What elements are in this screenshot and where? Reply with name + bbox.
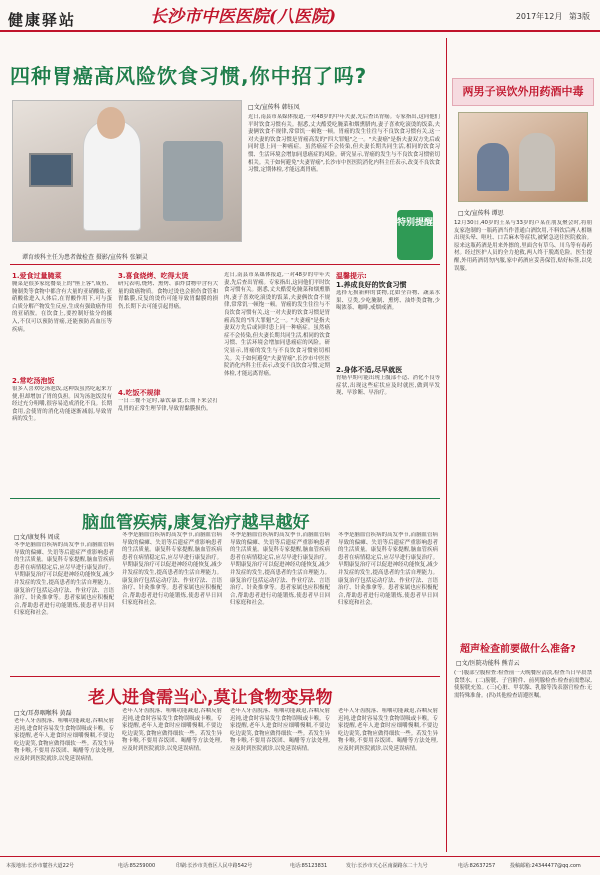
article3-col4: 老年人牙齿脱落、咀嚼功能减退,吞咽反射迟钝,进食时容易发生食物误吸或卡喉。专家提醒,老年人进食时应细嚼慢咽,不要边吃边说笑,食物应做得细软一些。若发生异物卡喉,不要用吞饭团、喝醋等方法处理,应及时到医院就诊,以免延误病情。	[338, 708, 438, 752]
side-divider	[446, 38, 447, 852]
tips-1-text: 选择无损新鲜的食物,比如全谷物、蔬菜水果、豆类,少吃腌制、熏烤、油炸类食物,少喝浓茶、咖啡,戒烟戒酒。	[336, 290, 440, 312]
article1-col1	[12, 272, 112, 470]
article3-col2: 老年人牙齿脱落、咀嚼功能减退,吞咽反射迟钝,进食时容易发生食物误吸或卡喉。专家提醒,老年人进食时应细嚼慢咽,不要边吃边说笑,食物应做得细软一些。若发生异物卡喉,不要用吞饭团、喝醋等方法处理,应及时到医院就诊,以免延误病情。	[122, 708, 222, 752]
article1-title: 四种胃癌高风险饮食习惯,你中招了吗?	[10, 64, 368, 88]
special-reminder-badge: 特别提醒	[397, 210, 433, 260]
footer-address: 本报地址:长沙市麓谷大道22号	[6, 863, 75, 869]
article1-intro: 近日,南县市某媒体报道,一对48岁的中年夫妻,先后查出胃癌。专家指出,这同他们平时饮食习惯有关。据悉,丈夫酷爱吃腌菜和烟熏腊肉,妻子喜欢吃滚烫的饭菜,夫妻俩饮食不规律,常常饥一顿饱一顿。胃癌的发生往往与不良饮食习惯有关,这一对夫妻的饮食习惯是胃癌高发的"四大罪魁"之一。"夫妻癌"是指夫妻双方先后或同时患上同一种癌症。虽然癌症不会传染,但夫妻长期共同生活,相同的饮食习惯、生活环境会增加同患癌症的风险。研究显示,胃癌的发生与不良饮食习惯密切相关。关于如何避免"夫妻胃癌",长沙市中医医院消化内科主任表示,改变不良饮食习惯,定期体检,才能远离胃癌。	[248, 114, 440, 174]
side2-text: (一)腹部空腹检查:检查前一天晚餐应清淡,检查当日早晨禁食禁水。(二)膀胱、子宫附件、前列腺检查:检查前需憋尿,使膀胱充盈。(三)心脏、甲状腺、乳腺等浅表器官检查:无需特殊准备。(四)其他检查请遵医嘱。	[454, 670, 592, 699]
article2-byline: □文/康复科 周成	[14, 534, 60, 541]
side1-byline: □文/宣传科 谭思	[458, 210, 504, 217]
article2-col4: 冬季是脑血管疾病的高发季节,而脑血管病导致的偏瘫、失语等后遗症严重影响患者的生活质量。康复科专家提醒,脑血管疾病患者在病情稳定后,应尽早进行康复治疗。早期康复治疗可以促进神经功能恢复,减少并发症的发生,提高患者的生活自理能力。康复治疗包括运动疗法、作业疗法、言语治疗、针灸推拿等。患者家属也应积极配合,帮助患者进行功能锻炼,使患者早日回归家庭和社会。	[338, 532, 438, 607]
s1-title: 1.爱食过量腌菜	[12, 272, 62, 280]
page-number: 第3版	[568, 12, 590, 21]
side1-photo	[458, 112, 588, 202]
s2-title: 2.常吃汤泡饭	[12, 377, 55, 385]
article3-col3: 老年人牙齿脱落、咀嚼功能减退,吞咽反射迟钝,进食时容易发生食物误吸或卡喉。专家提醒,老年人进食时应细嚼慢咽,不要边吃边说笑,食物应做得细软一些。若发生异物卡喉,不要用吞饭团、喝醋等方法处理,应及时到医院就诊,以免延误病情。	[230, 708, 330, 752]
article2-col2: 冬季是脑血管疾病的高发季节,而脑血管病导致的偏瘫、失语等后遗症严重影响患者的生活质量。康复科专家提醒,脑血管疾病患者在病情稳定后,应尽早进行康复治疗。早期康复治疗可以促进神经功能恢复,减少并发症的发生,提高患者的生活自理能力。康复治疗包括运动疗法、作业疗法、言语治疗、针灸推拿等。患者家属也应积极配合,帮助患者进行功能锻炼,使患者早日回归家庭和社会。	[122, 532, 222, 607]
article1-col3	[224, 272, 330, 472]
header-rule	[0, 30, 600, 32]
newspaper-logo: 长沙市中医医院(八医院)	[150, 7, 337, 27]
article3-byline: □文/耳鼻咽喉科 黄磊	[14, 710, 72, 717]
article1-tips	[336, 272, 440, 451]
article1-col3-text: 近日,南县市某媒体报道,一对48岁的中年夫妻,先后查出胃癌。专家指出,这同他们平时饮食习惯有关。据悉,丈夫酷爱吃腌菜和烟熏腊肉,妻子喜欢吃滚烫的饭菜,夫妻俩饮食不规律,常常饥一顿饱一顿。胃癌的发生往往与不良饮食习惯有关,这一对夫妻的饮食习惯是胃癌高发的"四大罪魁"之一。"夫妻癌"是指夫妻双方先后或同时患上同一种癌症。虽然癌症不会传染,但夫妻长期共同生活,相同的饮食习惯、生活环境会增加同患癌症的风险。研究显示,胃癌的发生与不良饮食习惯密切相关。关于如何避免"夫妻胃癌",长沙市中医医院消化内科主任表示,改变不良饮食习惯,定期体检,才能远离胃癌。	[224, 272, 330, 377]
footer-tel2: 电话:85123831	[290, 863, 328, 869]
article1-byline: □文/宣传科 韩钰凤	[248, 104, 300, 111]
footer-print: 印刷:长沙市芙蓉区人民中路542号	[176, 863, 253, 869]
s3-text: 研究表明,烧烤、熏烤、油炸食物中含有大量的致癌物质。食物过烫也会损伤食管和胃黏膜,反复的烫伤可能导致胃黏膜的损伤,长期下去可能引起胃癌。	[118, 281, 218, 310]
tips-2-text: 胃癌早期可能出现上腹部不适、消化不良等症状,出现这些症状应及时就医,做到早发现、早诊断、早治疗。	[336, 375, 440, 397]
tips-title: 温馨提示:	[336, 272, 367, 280]
side1-title-box	[452, 78, 594, 106]
s1-text: 腌菜是很多家庭餐桌上的"座上客",咸鱼、腌制类等食物中都含有大量的亚硝酸盐,亚硝酸盐进入人体后,在胃酸作用下,可与蛋白质分解产物发生反应,生成有强致癌作用的亚硝胺。在饮食上,要控制好盐分的摄入,不仅可以预防胃癌,还能预防高血压等疾病。	[12, 281, 112, 333]
article1-divider	[10, 264, 440, 265]
side1-title: 两男子误饮外用药酒中毒	[462, 85, 584, 98]
footer-tel: 电话:85259000	[118, 863, 156, 869]
s3-title: 3.喜食烧烤、吃得太烫	[118, 272, 189, 280]
s4-title: 4.吃饭不规律	[118, 389, 161, 397]
s2-text: 很多人喜欢吃汤泡饭,这种饭虽然吃起来方便,但却增加了胃的负担。因为汤泡饭没有经过充分咀嚼,很容易造成消化不良。长期食用,会使胃的消化功能逐渐减弱,导致胃病的发生。	[12, 386, 112, 423]
s4-text: 一日三餐不定时,暴饮暴食,长期下来会打乱胃的正常生理节律,导致胃黏膜损伤。	[118, 398, 218, 412]
article1-col2	[118, 272, 218, 470]
issue-date	[516, 11, 590, 22]
footer-distribution: 发行:长沙市天心区南湖路东二十九号	[346, 863, 428, 869]
section-title: 健康驿站	[8, 11, 77, 29]
article1-photo	[12, 100, 242, 242]
article2-divider	[10, 498, 440, 499]
article2-col3: 冬季是脑血管疾病的高发季节,而脑血管病导致的偏瘫、失语等后遗症严重影响患者的生活质量。康复科专家提醒,脑血管疾病患者在病情稳定后,应尽早进行康复治疗。早期康复治疗可以促进神经功能恢复,减少并发症的发生,提高患者的生活自理能力。康复治疗包括运动疗法、作业疗法、言语治疗、针灸推拿等。患者家属也应积极配合,帮助患者进行功能锻炼,使患者早日回归家庭和社会。	[230, 532, 330, 607]
article3-divider	[10, 676, 440, 677]
article3-col1: 老年人牙齿脱落、咀嚼功能减退,吞咽反射迟钝,进食时容易发生食物误吸或卡喉。专家提醒,老年人进食时应细嚼慢咽,不要边吃边说笑,食物应做得细软一些。若发生异物卡喉,不要用吞饭团、喝醋等方法处理,应及时到医院就诊,以免延误病情。	[14, 718, 114, 762]
issue-date-text: 2017年12月	[515, 12, 563, 21]
tips-2-title: 2.身体不适,尽早就医	[336, 366, 403, 374]
tips-1-title: 1.养成良好的饮食习惯	[336, 281, 407, 289]
side2-byline: □文/医院功能科 熊青云	[456, 660, 520, 667]
article3-title: 老人进食需当心,莫让食物变异物	[88, 688, 333, 708]
article1-photo-caption: 谭育竣科主任为患者做检查 摄影/宣传科 张颖灵	[22, 254, 148, 261]
article2-col1: 冬季是脑血管疾病的高发季节,而脑血管病导致的偏瘫、失语等后遗症严重影响患者的生活质量。康复科专家提醒,脑血管疾病患者在病情稳定后,应尽早进行康复治疗。早期康复治疗可以促进神经功能恢复,减少并发症的发生,提高患者的生活自理能力。康复治疗包括运动疗法、作业疗法、言语治疗、针灸推拿等。患者家属也应积极配合,帮助患者进行功能锻炼,使患者早日回归家庭和社会。	[14, 542, 114, 617]
footer	[0, 856, 600, 875]
footer-tel3: 电话:82637257	[458, 863, 496, 869]
side2-title: 超声检查前要做什么准备?	[460, 644, 576, 655]
footer-email: 投稿邮箱:24344477@qq.com	[510, 863, 581, 869]
article2-title: 脑血管疾病,康复治疗越早越好	[82, 513, 310, 533]
side1-text: 12月30日,40岁的王某与33岁的卢某在朋友聚会时,将朋友家泡制的一瓶药酒当作普通白酒饮用,不料饮后两人相继出现头晕、呕吐、口舌麻木等症状,被紧急送往医院救治。原来这瓶药酒是用来外擦的,里面含有草乌、川乌等有毒药材。经过医护人员的全力抢救,两人终于脱离危险。医生提醒,外用药酒切勿内服,家中药酒应妥善保管,贴好标签,以免误服。	[454, 220, 592, 272]
